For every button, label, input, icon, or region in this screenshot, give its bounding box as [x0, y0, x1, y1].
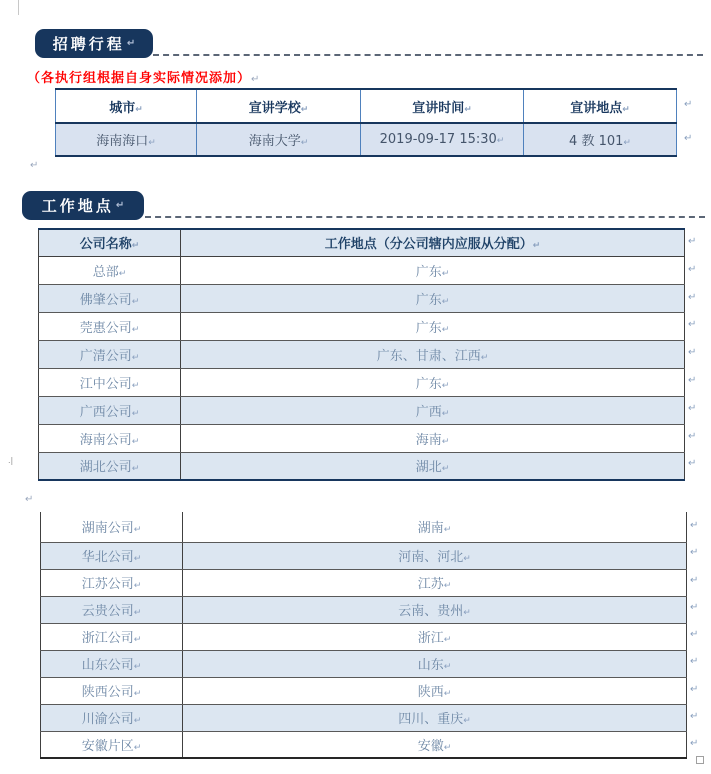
pilcrow-icon: ↵	[464, 104, 472, 115]
table-row	[41, 677, 687, 704]
section-title-text: 招聘行程	[52, 35, 125, 53]
cell-time: 2019-09-17 15:30↵	[361, 123, 524, 156]
cell-location: 湖南↵	[183, 512, 687, 542]
pilcrow-icon: ↵	[443, 635, 452, 645]
pilcrow-icon: ↵	[684, 133, 693, 144]
table-row	[39, 312, 685, 340]
pilcrow-icon: ↵	[133, 716, 142, 726]
table-header-row	[39, 229, 685, 256]
pilcrow-icon: ↵	[688, 263, 697, 275]
table-row	[41, 731, 687, 758]
page-break-mark	[696, 756, 704, 764]
cell-company: 湖南公司↵	[41, 512, 183, 542]
pilcrow-icon: ↵	[443, 581, 452, 591]
cell-place: 4 教 101↵	[524, 123, 677, 156]
cell-company: 川渝公司↵	[41, 704, 183, 731]
pilcrow-icon: ↵	[690, 629, 699, 641]
table-row	[41, 569, 687, 596]
pilcrow-icon: ↵	[115, 200, 125, 211]
cell-location: 四川、重庆↵	[183, 704, 687, 731]
pilcrow-icon: ↵	[133, 581, 142, 591]
pilcrow-icon: ↵	[688, 291, 697, 303]
pilcrow-icon: ↵	[443, 689, 452, 699]
cell-location: 山东↵	[183, 650, 687, 677]
header-company-name: 公司名称↵	[39, 229, 181, 256]
pilcrow-icon: ↵	[133, 525, 142, 536]
pilcrow-icon: ↵	[441, 408, 450, 419]
pilcrow-icon: ↵	[441, 296, 450, 307]
cell-company: 莞惠公司↵	[39, 312, 181, 340]
pilcrow-icon: ↵	[441, 436, 450, 447]
row-end-marks	[684, 88, 692, 155]
table-row	[41, 596, 687, 623]
row-end-marks	[690, 512, 698, 758]
table-row	[39, 424, 685, 452]
row-end-marks	[688, 228, 696, 478]
pilcrow-icon: ↵	[131, 408, 140, 419]
pilcrow-icon: ↵	[463, 716, 471, 726]
cell-company: 浙江公司↵	[41, 623, 183, 650]
cell-company: 陕西公司↵	[41, 677, 183, 704]
pilcrow-icon: ↵	[690, 738, 699, 750]
pilcrow-icon: ↵	[131, 241, 140, 252]
cell-company: 海南公司↵	[39, 424, 181, 452]
cell-location: 江苏↵	[183, 569, 687, 596]
table-row	[41, 650, 687, 677]
table-row	[39, 256, 685, 284]
table-row	[39, 368, 685, 396]
pilcrow-icon: ↵	[684, 99, 693, 110]
pilcrow-icon: ↵	[690, 547, 699, 559]
cell-company: 山东公司↵	[41, 650, 183, 677]
pilcrow-icon: ↵	[300, 138, 309, 148]
cell-company: 云贵公司↵	[41, 596, 183, 623]
pilcrow-icon: ↵	[131, 464, 140, 475]
header-city: 城市↵	[56, 89, 197, 123]
pilcrow-icon: ↵	[480, 352, 489, 363]
cell-company: 佛肇公司↵	[39, 284, 181, 312]
pilcrow-icon: ↵	[133, 635, 142, 645]
pilcrow-icon: ↵	[131, 324, 140, 335]
pilcrow-icon: ↵	[133, 608, 142, 618]
pilcrow-icon: ↵	[463, 554, 471, 564]
pilcrow-icon: ↵	[532, 241, 541, 252]
table-row	[41, 704, 687, 731]
section-title-work-locations	[22, 191, 144, 220]
cell-location: 广东↵	[181, 284, 685, 312]
cell-location: 广西↵	[181, 396, 685, 424]
work-locations-table	[38, 228, 685, 481]
pilcrow-icon: ↵	[622, 104, 630, 115]
cell-city: 海南海口↵	[56, 123, 197, 156]
cell-location: 河南、河北↵	[183, 542, 687, 569]
pilcrow-icon: ↵	[131, 296, 140, 307]
pilcrow-icon: ↵	[688, 347, 697, 359]
pilcrow-icon: ↵	[623, 138, 631, 148]
text-boundary-mark	[18, 0, 19, 15]
cell-location: 广东↵	[181, 312, 685, 340]
pilcrow-icon: ↵	[441, 268, 450, 279]
table-row	[39, 452, 685, 480]
pilcrow-icon: ↵	[690, 574, 699, 586]
section-title-text: 工作地点	[41, 197, 114, 215]
pilcrow-icon: ↵	[443, 662, 452, 672]
cell-location: 广东↵	[181, 368, 685, 396]
pilcrow-icon: ↵	[133, 662, 142, 672]
pilcrow-icon: ↵	[688, 458, 697, 470]
cell-location: 云南、贵州↵	[183, 596, 687, 623]
pilcrow-icon: ↵	[690, 711, 699, 723]
table-row	[56, 123, 677, 156]
work-locations-table-continued	[40, 512, 687, 759]
table-row	[39, 340, 685, 368]
pilcrow-icon: ↵	[135, 104, 143, 115]
cell-company: 总部↵	[39, 256, 181, 284]
pilcrow-icon: ↵	[300, 104, 309, 115]
cell-location: 陕西↵	[183, 677, 687, 704]
pilcrow-icon: ↵	[690, 683, 699, 695]
note-text-value: （各执行组根据自身实际情况添加）	[27, 71, 252, 86]
cell-location: 安徽↵	[183, 731, 687, 758]
cell-company: 广清公司↵	[39, 340, 181, 368]
pilcrow-icon: ↵	[131, 380, 140, 391]
pilcrow-icon: ↵	[496, 136, 505, 146]
pilcrow-icon: ↵	[131, 436, 140, 447]
pilcrow-icon: ↵	[688, 236, 697, 247]
table-row	[41, 542, 687, 569]
pilcrow-icon: ↵	[251, 74, 261, 85]
cell-location: 广东、甘肃、江西↵	[181, 340, 685, 368]
cell-company: 华北公司↵	[41, 542, 183, 569]
pilcrow-icon: ↵	[441, 464, 450, 475]
pilcrow-icon: ↵	[441, 380, 450, 391]
header-time: 宣讲时间↵	[361, 89, 524, 123]
table-header-row	[56, 89, 677, 123]
cell-location: 浙江↵	[183, 623, 687, 650]
cell-school: 海南大学↵	[197, 123, 361, 156]
header-work-location: 工作地点（分公司辖内应服从分配）↵	[181, 229, 685, 256]
pilcrow-icon: ↵	[690, 520, 699, 531]
cell-company: 江中公司↵	[39, 368, 181, 396]
cell-company: 湖北公司↵	[39, 452, 181, 480]
pilcrow-icon: ↵	[688, 402, 697, 414]
table-row	[39, 396, 685, 424]
itinerary-table	[55, 88, 677, 157]
pilcrow-icon: ↵	[690, 656, 699, 668]
pilcrow-icon: ↵	[688, 374, 697, 386]
pilcrow-icon: ↵	[463, 608, 471, 618]
pilcrow-icon: ↵	[133, 742, 142, 753]
pilcrow-icon: ↵	[690, 601, 699, 613]
table-row	[41, 512, 687, 542]
cell-location: 广东↵	[181, 256, 685, 284]
dashed-divider	[145, 216, 705, 218]
pilcrow-icon: ↵	[131, 352, 140, 363]
section-title-recruitment-itinerary	[35, 29, 153, 58]
pilcrow-icon: ↵	[133, 689, 142, 699]
header-school: 宣讲学校↵	[197, 89, 361, 123]
pilcrow-icon: ↵	[30, 160, 39, 171]
cell-company: 广西公司↵	[39, 396, 181, 424]
note-text	[27, 67, 260, 86]
pilcrow-icon: ↵	[443, 525, 452, 536]
pilcrow-icon: ↵	[133, 554, 142, 564]
pilcrow-icon: ↵	[688, 319, 697, 331]
cell-company: 安徽片区↵	[41, 731, 183, 758]
cell-company: 江苏公司↵	[41, 569, 183, 596]
table-row	[39, 284, 685, 312]
pilcrow-icon: ↵	[25, 494, 34, 505]
dashed-divider	[153, 54, 703, 56]
pilcrow-icon: ↵	[441, 324, 450, 335]
pilcrow-icon: ↵	[148, 138, 156, 148]
header-place: 宣讲地点↵	[524, 89, 677, 123]
pilcrow-icon: ↵	[443, 742, 452, 753]
pilcrow-icon: ↵	[126, 38, 136, 49]
pilcrow-icon: ↵	[118, 268, 127, 279]
anchor-mark: .|	[8, 456, 14, 465]
cell-location: 海南↵	[181, 424, 685, 452]
pilcrow-icon: ↵	[688, 430, 697, 442]
cell-location: 湖北↵	[181, 452, 685, 480]
table-row	[41, 623, 687, 650]
